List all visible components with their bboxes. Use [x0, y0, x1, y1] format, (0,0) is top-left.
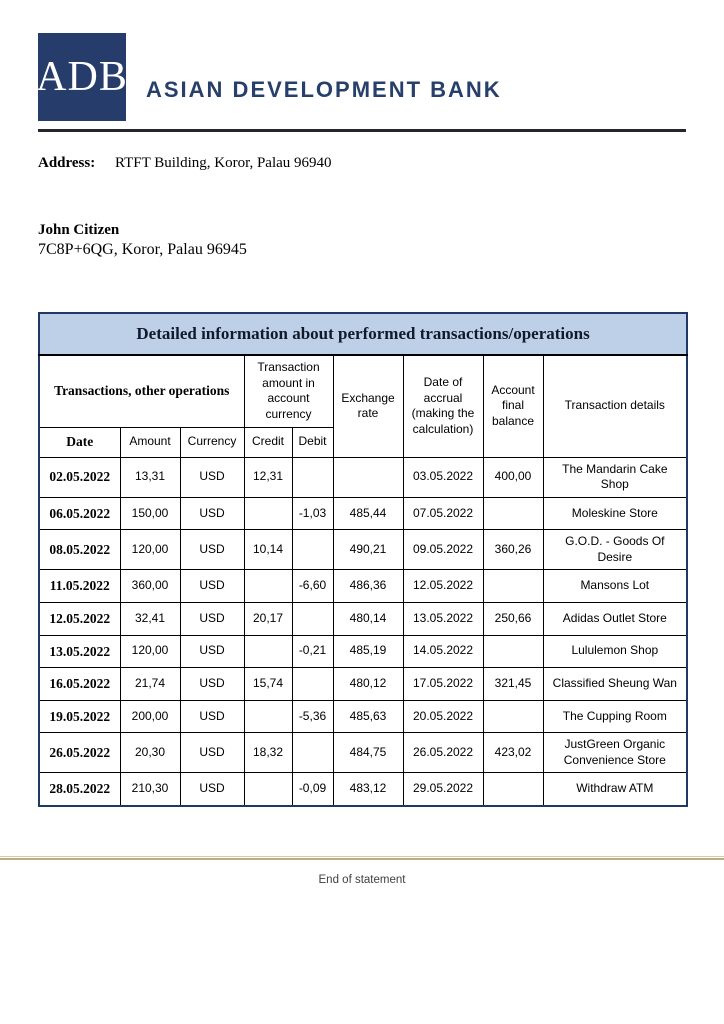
- cell-exchange-rate: 484,75: [333, 733, 403, 773]
- footer-rule-thin-line: [0, 856, 724, 857]
- col-credit: Credit: [244, 427, 292, 457]
- cell-currency: USD: [180, 530, 244, 570]
- cell-amount: 120,00: [120, 635, 180, 668]
- cell-credit: 10,14: [244, 530, 292, 570]
- cell-balance: 250,66: [483, 602, 543, 635]
- col-account-final-balance: Account final balance: [483, 355, 543, 457]
- cell-accrual-date: 29.05.2022: [403, 773, 483, 806]
- cell-exchange-rate: 480,12: [333, 668, 403, 701]
- cell-date: 26.05.2022: [39, 733, 120, 773]
- cell-debit: [292, 668, 333, 701]
- col-group-amount: Transaction amount in account currency: [244, 355, 333, 427]
- table-row: [39, 497, 687, 530]
- cell-date: 06.05.2022: [39, 497, 120, 530]
- table-title: Detailed information about performed transactions/operations: [39, 313, 687, 355]
- cell-amount: 20,30: [120, 733, 180, 773]
- table-row: [39, 668, 687, 701]
- cell-details: Adidas Outlet Store: [543, 602, 687, 635]
- customer-address: 7C8P+6QG, Koror, Palau 96945: [38, 241, 247, 258]
- table-row: [39, 457, 687, 497]
- cell-details: Mansons Lot: [543, 570, 687, 603]
- cell-details: The Cupping Room: [543, 700, 687, 733]
- table-row: [39, 635, 687, 668]
- cell-currency: USD: [180, 700, 244, 733]
- table-header-group-row: [39, 355, 687, 427]
- cell-date: 08.05.2022: [39, 530, 120, 570]
- cell-exchange-rate: [333, 457, 403, 497]
- col-exchange-rate: Exchange rate: [333, 355, 403, 457]
- cell-amount: 120,00: [120, 530, 180, 570]
- cell-amount: 150,00: [120, 497, 180, 530]
- cell-currency: USD: [180, 635, 244, 668]
- cell-debit: [292, 530, 333, 570]
- cell-amount: 360,00: [120, 570, 180, 603]
- col-debit: Debit: [292, 427, 333, 457]
- cell-debit: -0,09: [292, 773, 333, 806]
- cell-credit: 18,32: [244, 733, 292, 773]
- cell-credit: 15,74: [244, 668, 292, 701]
- cell-currency: USD: [180, 733, 244, 773]
- cell-balance: [483, 497, 543, 530]
- table-row: [39, 602, 687, 635]
- col-transaction-details: Transaction details: [543, 355, 687, 457]
- cell-credit: 20,17: [244, 602, 292, 635]
- cell-credit: 12,31: [244, 457, 292, 497]
- cell-credit: [244, 497, 292, 530]
- address-label: Address:: [38, 155, 96, 171]
- cell-details: G.O.D. - Goods Of Desire: [543, 530, 687, 570]
- cell-balance: 321,45: [483, 668, 543, 701]
- cell-exchange-rate: 483,12: [333, 773, 403, 806]
- adb-logo: [38, 33, 126, 121]
- table-row: [39, 773, 687, 806]
- cell-amount: 21,74: [120, 668, 180, 701]
- cell-debit: -6,60: [292, 570, 333, 603]
- cell-details: Lululemon Shop: [543, 635, 687, 668]
- cell-date: 19.05.2022: [39, 700, 120, 733]
- cell-credit: [244, 570, 292, 603]
- customer-block: [38, 222, 686, 259]
- transactions-table: [38, 312, 688, 807]
- cell-accrual-date: 03.05.2022: [403, 457, 483, 497]
- cell-currency: USD: [180, 668, 244, 701]
- cell-details: Withdraw ATM: [543, 773, 687, 806]
- address-value: RTFT Building, Koror, Palau 96940: [114, 155, 332, 171]
- table-row: [39, 700, 687, 733]
- cell-amount: 32,41: [120, 602, 180, 635]
- cell-exchange-rate: 486,36: [333, 570, 403, 603]
- cell-debit: [292, 457, 333, 497]
- cell-credit: [244, 700, 292, 733]
- col-amount: Amount: [120, 427, 180, 457]
- cell-details: Moleskine Store: [543, 497, 687, 530]
- cell-exchange-rate: 490,21: [333, 530, 403, 570]
- cell-accrual-date: 13.05.2022: [403, 602, 483, 635]
- table-row: [39, 530, 687, 570]
- cell-accrual-date: 12.05.2022: [403, 570, 483, 603]
- cell-credit: [244, 773, 292, 806]
- cell-exchange-rate: 485,19: [333, 635, 403, 668]
- col-date: Date: [39, 427, 120, 457]
- cell-date: 13.05.2022: [39, 635, 120, 668]
- table-title-row: [39, 313, 687, 355]
- cell-exchange-rate: 480,14: [333, 602, 403, 635]
- cell-balance: [483, 635, 543, 668]
- cell-accrual-date: 14.05.2022: [403, 635, 483, 668]
- col-currency: Currency: [180, 427, 244, 457]
- col-group-transactions: Transactions, other operations: [39, 355, 244, 427]
- table-row: [39, 733, 687, 773]
- cell-accrual-date: 20.05.2022: [403, 700, 483, 733]
- footer-rule-thick-line: [0, 858, 724, 860]
- cell-accrual-date: 26.05.2022: [403, 733, 483, 773]
- cell-accrual-date: 07.05.2022: [403, 497, 483, 530]
- cell-details: Classified Sheung Wan: [543, 668, 687, 701]
- cell-balance: [483, 570, 543, 603]
- cell-currency: USD: [180, 570, 244, 603]
- cell-date: 02.05.2022: [39, 457, 120, 497]
- cell-amount: 13,31: [120, 457, 180, 497]
- cell-balance: 400,00: [483, 457, 543, 497]
- cell-credit: [244, 635, 292, 668]
- cell-amount: 210,30: [120, 773, 180, 806]
- cell-date: 12.05.2022: [39, 602, 120, 635]
- table-row: [39, 570, 687, 603]
- cell-currency: USD: [180, 497, 244, 530]
- cell-debit: [292, 602, 333, 635]
- cell-accrual-date: 09.05.2022: [403, 530, 483, 570]
- cell-currency: USD: [180, 773, 244, 806]
- bank-name: ASIAN DEVELOPMENT BANK: [146, 77, 502, 102]
- adb-logo-text: ADB: [36, 54, 128, 100]
- cell-balance: 360,26: [483, 530, 543, 570]
- cell-exchange-rate: 485,63: [333, 700, 403, 733]
- cell-debit: -0,21: [292, 635, 333, 668]
- cell-currency: USD: [180, 457, 244, 497]
- cell-balance: [483, 700, 543, 733]
- cell-date: 28.05.2022: [39, 773, 120, 806]
- end-of-statement: End of statement: [318, 873, 406, 886]
- cell-debit: -1,03: [292, 497, 333, 530]
- cell-details: JustGreen Organic Convenience Store: [543, 733, 687, 773]
- cell-exchange-rate: 485,44: [333, 497, 403, 530]
- customer-name: John Citizen: [38, 222, 120, 238]
- cell-debit: -5,36: [292, 700, 333, 733]
- bank-address-row: [38, 155, 686, 172]
- col-date-of-accrual: Date of accrual (making the calculation): [403, 355, 483, 457]
- cell-debit: [292, 733, 333, 773]
- cell-details: The Mandarin Cake Shop: [543, 457, 687, 497]
- cell-date: 11.05.2022: [39, 570, 120, 603]
- header-rule: [38, 129, 686, 132]
- letterhead: [38, 33, 686, 121]
- cell-date: 16.05.2022: [39, 668, 120, 701]
- cell-balance: 423,02: [483, 733, 543, 773]
- transactions-body: [39, 457, 687, 806]
- cell-balance: [483, 773, 543, 806]
- cell-amount: 200,00: [120, 700, 180, 733]
- cell-accrual-date: 17.05.2022: [403, 668, 483, 701]
- cell-currency: USD: [180, 602, 244, 635]
- footer-rule: [0, 856, 724, 860]
